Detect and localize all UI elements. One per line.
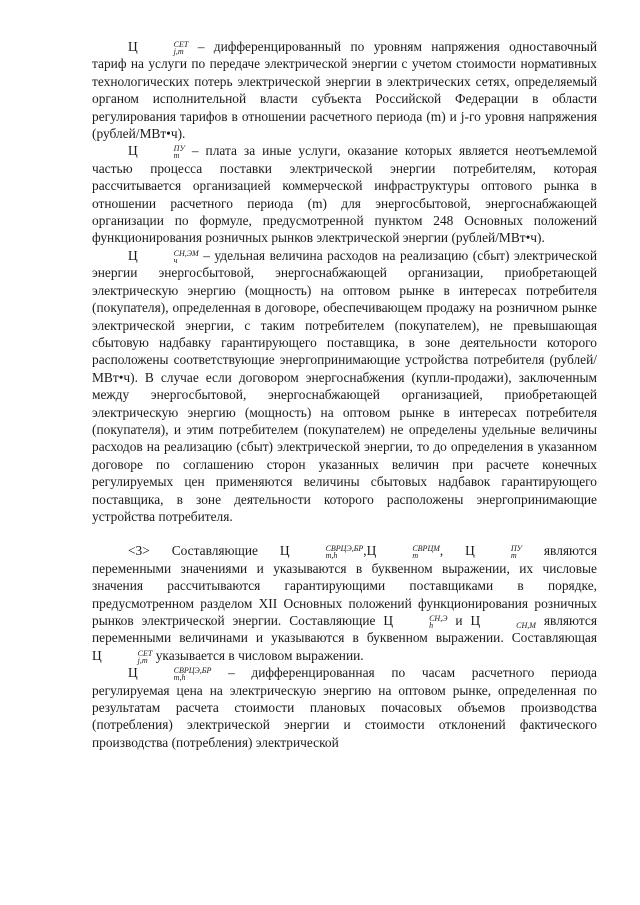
paragraph-wholesale-price: Ц СВРЦЭ,БР m,h – дифференцированная по часам расчетного периода регулируемая цена на электрическую энергию на оптовом рынке, определенная по результатам расчета стоимости плановых почасовых объемов производства (потребления) электрической энергии и стоимости отклонений фактического производства (потребления) электрической: [92, 665, 597, 750]
paragraph-gap: [92, 525, 597, 542]
symbol-c-sn-em: Ц СН,ЭМ ч: [128, 247, 199, 265]
symbol-c-svrcm: Ц СВРЦМ m: [366, 543, 440, 561]
paragraph-other-services-fee: Ц ПУ m – плата за иные услуги, оказание которых является неотъемлемой частью процесса поставки электрической энергии потребителям, которая рассчитывается организацией коммерческой инфраструктуры оптового рынка в отношении расчетного периода (m) для энергосбытовой, энергоснабжающей организации по формуле, предусмотренной пунктом 248 Основных положений функционирования розничных рынков электрической энергии (рублей/МВт•ч).: [92, 143, 597, 246]
document-page: [92, 38, 597, 751]
symbol-c-svrce-br-2: Ц СВРЦЭ,БР m,h: [128, 665, 212, 683]
symbol-c-set: Ц СЕТ j,m: [128, 39, 189, 56]
symbol-c-pu-2: Ц ПУ m: [465, 543, 522, 561]
symbol-c-svrce-br: Ц СВРЦЭ,БР m,h: [279, 543, 364, 561]
symbol-c-set-2: Ц СЕТ j,m: [92, 647, 153, 665]
paragraph-sales-expenses: Ц СН,ЭМ ч – удельная величина расходов на реализацию (сбыт) электрической энергии энергосбытовой, энергоснабжающей организации, приобретающей электрическую энергию (мощность) на оптовом рынке в интересах потребителя (покупателя), определенная в договоре, обеспечивающем продажу на розничном рынке электрической энергии, с таким потребителем (покупателем), не превышающая сбытовую надбавку гарантирующего поставщика, в зоне деятельности которого расположены соответствующие энергопринимающие устройства потребителя (рублей/МВт•ч). В случае если договором энергоснабжения (купли-продажи), заключенным между энергосбытовой, энергоснабжающей организацией, приобретающей электрическую энергию (мощность) на оптовом рынке в интересах потребителя (покупателя), и этим потребителем (покупателем) не определены удельные величины расходов на реализацию (сбыт) электрической энергии, то до определения в указанном договоре по соглашению сторон указанных величин при расчете конечных регулируемых цен применяются величины сбытовых надбавок гарантирующего поставщика, в зоне деятельности которого расположены энергопринимающие устройства потребителя.: [92, 247, 597, 524]
symbol-c-sn-m: Ц СН,М: [470, 613, 536, 630]
symbol-c-pu: Ц ПУ m: [128, 143, 185, 161]
symbol-c-sn-e: Ц СН,Э h: [383, 613, 448, 630]
footnote-3-paragraph: <3> Составляющие Ц СВРЦЭ,БР m,h ,Ц СВРЦМ m , Ц ПУ m являются переменными значениями и указываются в буквенном выражении, их числовые значения рассчитываются гарантирующими поставщиками в порядке, предусмотренном разделом XII Основных положений функционирования розничных рынков электрической энергии. Составляющие Ц СН,Э h и Ц СН,М являются переменными величинами и указываются в буквенном выражении. Составляющая Ц СЕТ j,m указывается в числовом выражении.: [92, 543, 597, 665]
paragraph-network-tariff: Ц СЕТ j,m – дифференцированный по уровням напряжения одноставочный тариф на услуги по передаче электрической энергии с учетом стоимости нормативных технологических потерь электрической энергии в электрических сетях, определяемый органом исполнительной власти субъекта Российской Федерации в области регулирования тарифов в отношении расчетного периода (m) и j-го уровня напряжения (рублей/МВт•ч).: [92, 39, 597, 142]
